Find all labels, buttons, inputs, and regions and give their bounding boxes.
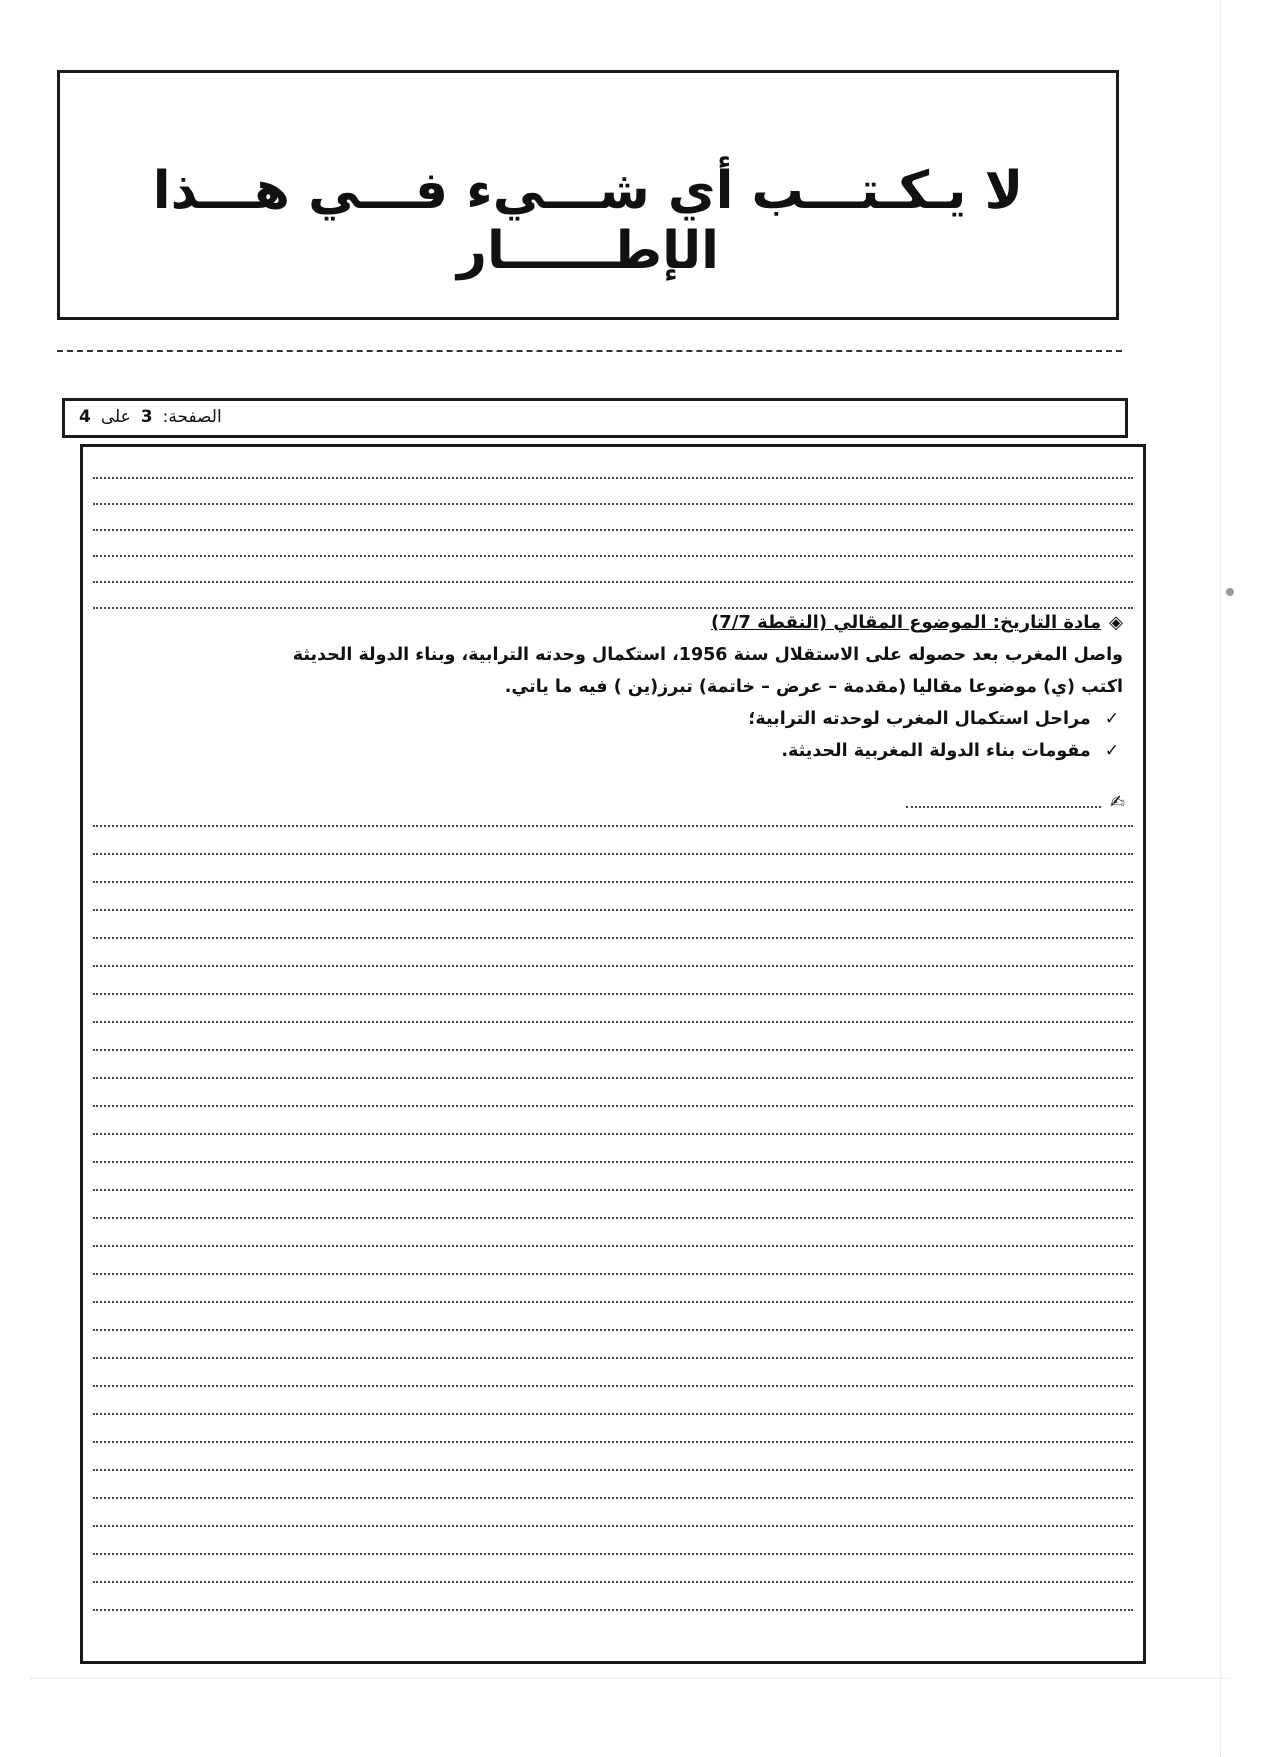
no-write-notice: لا يـكـتـــب أي شـــيء فـــي هـــذا الإطــــــار xyxy=(152,161,1024,281)
answer-line[interactable] xyxy=(93,1581,1133,1583)
scan-bottom-dots xyxy=(30,1678,1230,1679)
answer-frame xyxy=(80,444,1146,1664)
answer-line[interactable] xyxy=(93,1133,1133,1135)
answer-line[interactable] xyxy=(93,1189,1133,1191)
answer-line[interactable] xyxy=(93,581,1133,583)
answer-line[interactable] xyxy=(93,1441,1133,1443)
answer-line[interactable] xyxy=(93,1553,1133,1555)
question-context: واصل المغرب بعد حصوله على الاستقلال سنة 1956، استكمال وحدته الترابية، وبناء الدولة الحديثة xyxy=(292,645,1123,665)
answer-line[interactable] xyxy=(93,1357,1133,1359)
answer-line[interactable] xyxy=(93,1301,1133,1303)
answer-line[interactable] xyxy=(93,909,1133,911)
answer-line[interactable] xyxy=(93,881,1133,883)
point-text: مقومات بناء الدولة المغربية الحديثة. xyxy=(781,741,1091,761)
scan-edge xyxy=(1220,0,1221,1757)
cut-line xyxy=(57,350,1122,352)
question-point xyxy=(123,735,1123,767)
answer-line[interactable] xyxy=(93,1497,1133,1499)
diamond-icon: ◈ xyxy=(1109,612,1123,633)
answer-line[interactable] xyxy=(93,1077,1133,1079)
answer-line[interactable] xyxy=(93,1049,1133,1051)
answer-line[interactable] xyxy=(93,503,1133,505)
answer-line[interactable] xyxy=(93,1469,1133,1471)
total-pages: 4 xyxy=(79,407,91,427)
answer-line[interactable] xyxy=(93,1217,1133,1219)
answer-line[interactable] xyxy=(93,825,1133,827)
answer-line-short[interactable] xyxy=(906,806,1101,808)
check-icon: ✓ xyxy=(1104,741,1119,761)
question-point xyxy=(123,703,1123,735)
answer-line[interactable] xyxy=(93,1413,1133,1415)
answer-line[interactable] xyxy=(93,937,1133,939)
answer-line[interactable] xyxy=(93,965,1133,967)
answer-line[interactable] xyxy=(93,1021,1133,1023)
answer-line[interactable] xyxy=(93,1329,1133,1331)
question-title: مادة التاريخ: الموضوع المقالي (النقطة 7/7) xyxy=(711,612,1102,633)
question-block xyxy=(123,607,1123,767)
no-write-frame xyxy=(57,70,1119,320)
page-number-strip xyxy=(62,398,1128,438)
answer-line[interactable] xyxy=(93,1385,1133,1387)
answer-line[interactable] xyxy=(93,1609,1133,1611)
current-page: 3 xyxy=(140,407,153,427)
question-instruction: اكتب (ي) موضوعا مقاليا (مقدمة – عرض – خاتمة) تبرز(ين ) فيه ما ياتي. xyxy=(504,677,1123,697)
answer-line[interactable] xyxy=(93,1245,1133,1247)
point-text: مراحل استكمال المغرب لوحدته الترابية؛ xyxy=(748,709,1091,729)
answer-line[interactable] xyxy=(93,477,1133,479)
check-icon: ✓ xyxy=(1104,709,1119,729)
answer-line[interactable] xyxy=(93,993,1133,995)
answer-line[interactable] xyxy=(93,1105,1133,1107)
answer-line[interactable] xyxy=(93,1161,1133,1163)
page-of-label: على xyxy=(100,407,131,427)
answer-line[interactable] xyxy=(93,1525,1133,1527)
scan-spot xyxy=(1226,588,1234,596)
answer-line[interactable] xyxy=(93,1273,1133,1275)
page-label: الصفحة: xyxy=(162,407,222,427)
answer-line[interactable] xyxy=(93,853,1133,855)
page-indicator xyxy=(79,407,339,427)
answer-line[interactable] xyxy=(93,555,1133,557)
writing-hand-icon: ✍ xyxy=(1109,792,1125,813)
answer-line[interactable] xyxy=(93,529,1133,531)
